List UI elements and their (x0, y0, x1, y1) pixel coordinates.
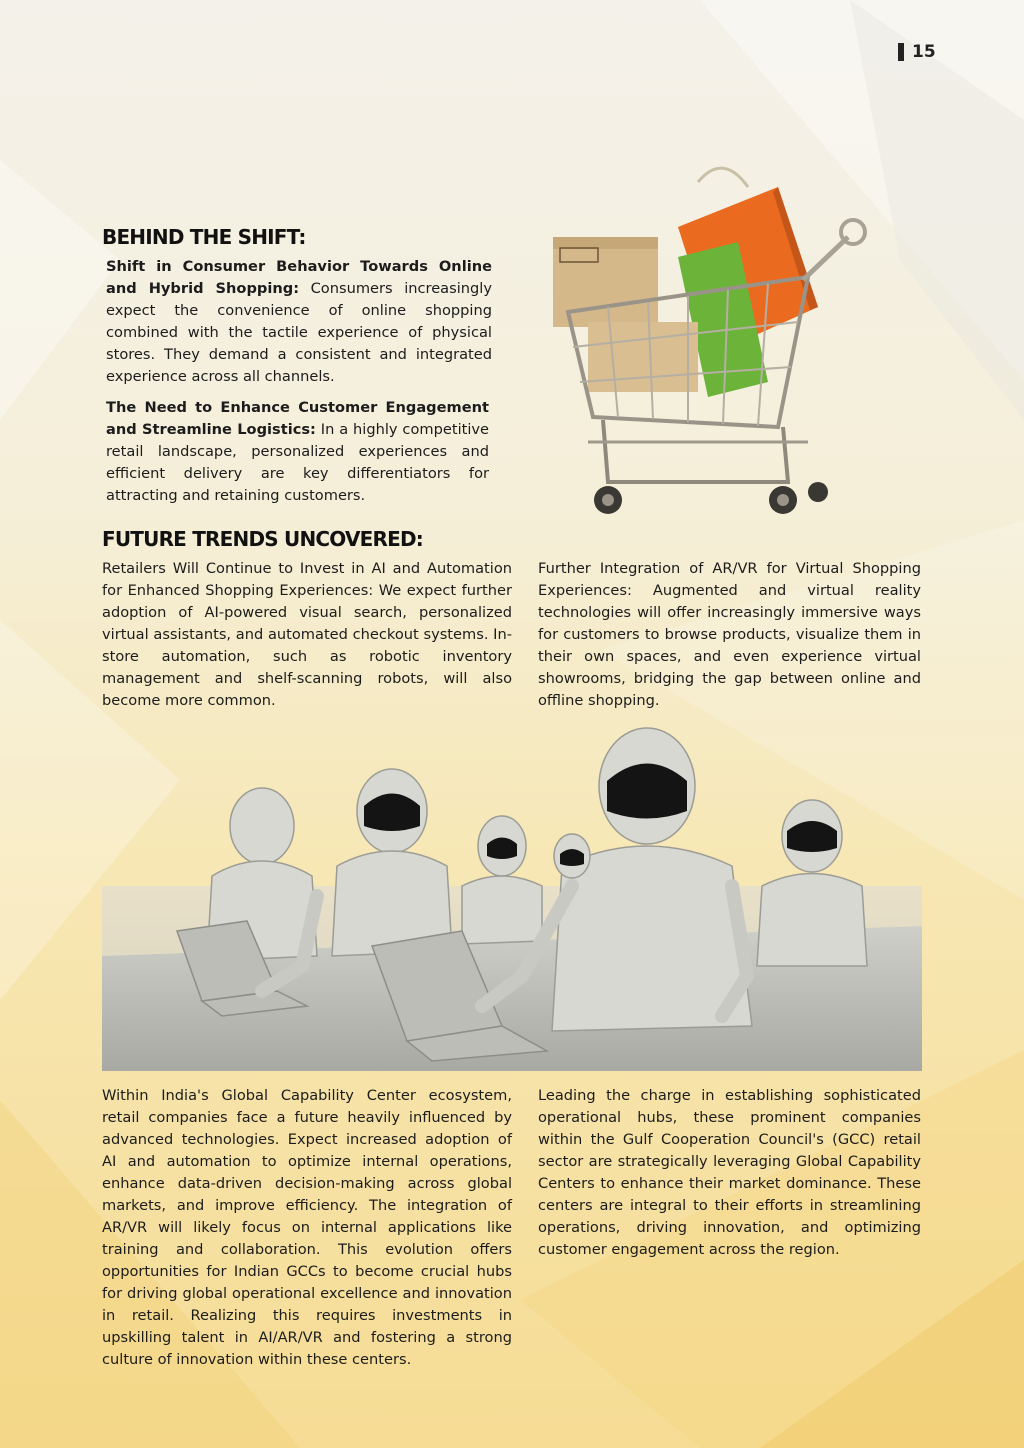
behind-shift-item-1-title: Shift in Consumer Behavior Towards Online and Hybrid Shopping: (106, 258, 492, 297)
behind-shift-item-2-title: The Need to Enhance Customer Engagement and Streamline Logistics: (106, 399, 489, 438)
behind-shift-item-1-body: Consumers increasingly expect the convenience of online shopping combined with the tactile experience of physical stores. They demand a consistent and integrated experience across all channels. (106, 280, 492, 385)
page-number-bar (898, 43, 904, 61)
behind-shift-item-1 (106, 256, 492, 388)
behind-shift-heading: BEHIND THE SHIFT: (102, 225, 306, 249)
shopping-cart-image (548, 162, 878, 532)
robots-image (102, 726, 922, 1071)
bottom-left-paragraph: Within India's Global Capability Center ecosystem, retail companies face a future heavily influenced by advanced technologies. Expect increased adoption of AI and automation to optimize internal operations, enhance data-driven decision-making across global markets, and improve efficiency. The integration of AR/VR will likely focus on internal applications like training and collaboration. This evolution offers opportunities for Indian GCCs to become crucial hubs for driving global operational excellence and innovation in retail. Realizing this requires investments in upskilling talent in AI/AR/VR and fostering a strong culture of innovation within these centers. (102, 1087, 512, 1368)
page-number-label: 15 (912, 42, 936, 62)
behind-shift-item-2-body: In a highly competitive retail landscape, personalized experiences and efficient delivery are key differentiators for attracting and retaining customers. (106, 421, 490, 504)
future-trends-heading: FUTURE TRENDS UNCOVERED: (102, 527, 423, 551)
behind-shift-item-2 (106, 397, 489, 507)
page-number (898, 42, 936, 62)
future-trends-right-paragraph: Further Integration of AR/VR for Virtual Shopping Experiences: Augmented and virtual reality technologies will offer increasingly immersive ways for customers to browse products, visualize them in their own spaces, and even experience virtual showrooms, bridging the gap between online and offline shopping. (538, 560, 921, 709)
future-trends-left-paragraph: Retailers Will Continue to Invest in AI and Automation for Enhanced Shopping Experiences: We expect further adoption of AI-powered visual search, personalized virtual assistants, and automated checkout systems. In-store automation, such as robotic inventory management and shelf-scanning robots, will also become more common. (102, 560, 512, 709)
bottom-right-paragraph: Leading the charge in establishing sophisticated operational hubs, these prominent companies within the Gulf Cooperation Council's (GCC) retail sector are strategically leveraging Global Capability Centers to enhance their market dominance. These centers are integral to their efforts in streamlining operations, driving innovation, and optimizing customer engagement across the region. (538, 1087, 921, 1258)
